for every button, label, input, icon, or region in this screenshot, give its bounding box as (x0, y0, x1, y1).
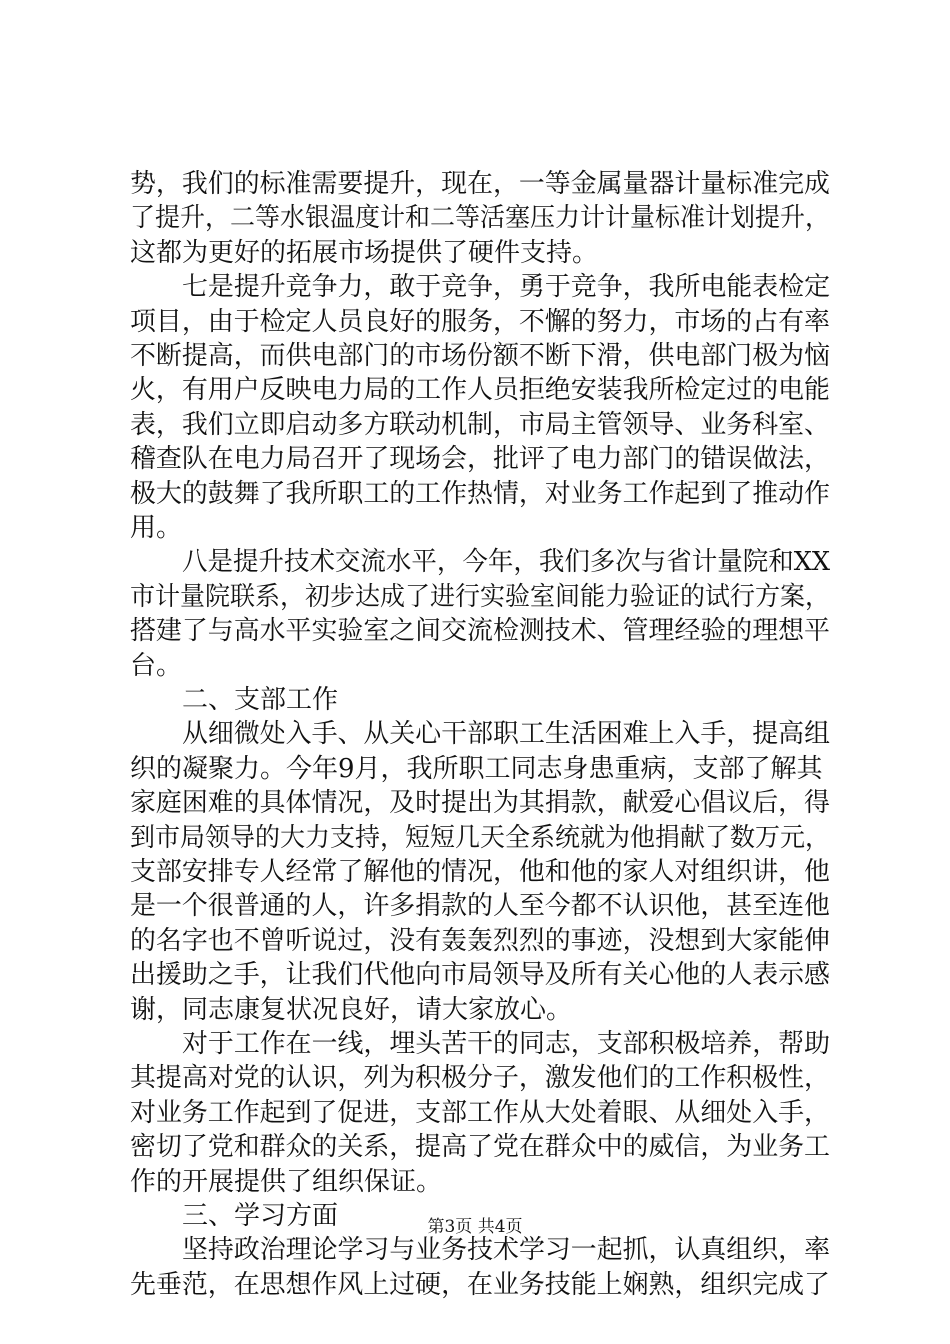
text-line (0, 1164, 950, 1200)
text-line (0, 716, 950, 752)
text-line-content: 坚持政治理论学习与业务技术学习一起抓，认真组织，率 (182, 1235, 831, 1266)
text-line (0, 992, 950, 1028)
text-line (0, 888, 950, 924)
text-line-content: 出援助之手，让我们代他向市局领导及所有关心他的人表示感 (130, 960, 830, 991)
text-line (0, 372, 950, 408)
text-line (0, 1095, 950, 1131)
text-line-content: 的名字也不曾听说过，没有轰轰烈烈的事迹，没想到大家能伸 (130, 925, 830, 956)
text-line (0, 200, 950, 236)
text-line (0, 510, 950, 546)
text-line (0, 923, 950, 959)
text-line-content: 从细微处入手、从关心干部职工生活困难上入手，提高组 (182, 719, 831, 750)
text-line-content: 市计量院联系，初步达成了进行实验室间能力验证的试行方案， (130, 581, 830, 612)
text-line (0, 820, 950, 856)
text-line-content: 不断提高，而供电部门的市场份额不断下滑，供电部门极为恼 (130, 341, 830, 371)
text-line-content: 谢，同志康复状况良好，请大家放心。 (130, 994, 573, 1025)
text-line-content: 三、学习方面 (182, 1201, 339, 1231)
text-line (0, 166, 950, 202)
text-line-content: 密切了党和群众的关系，提高了党在群众中的威信，为业务工 (130, 1132, 830, 1163)
text-line (0, 957, 950, 993)
text-line-content: 火，有用户反映电力局的工作人员拒绝安装我所检定过的电能 (130, 375, 830, 406)
text-line (0, 785, 950, 821)
text-line-content: 先垂范，在思想作风上过硬，在业务技能上娴熟，组织完成了 (130, 1269, 830, 1300)
text-line (0, 476, 950, 512)
text-line-content: 八是提升技术交流水平，今年，我们多次与省计量院和XX (182, 547, 831, 578)
text-line-content: 七是提升竞争力，敢于竞争，勇于竞争，我所电能表检定 (182, 272, 831, 303)
text-line-content: 稽查队在电力局召开了现场会，批评了电力部门的错误做法， (130, 444, 830, 475)
text-line (0, 854, 950, 890)
text-line-content: 表，我们立即启动多方联动机制，市局主管领导、业务科室、 (130, 409, 830, 440)
text-line-content: 其提高对党的认识，列为积极分子，激发他们的工作积极性， (130, 1063, 830, 1094)
text-line-content: 台。 (130, 650, 183, 681)
text-line (0, 648, 950, 684)
text-line (0, 682, 950, 718)
text-line-content: 二、支部工作 (182, 685, 339, 715)
text-line (0, 407, 950, 443)
text-line (0, 338, 950, 374)
text-line (0, 613, 950, 649)
page-footer: 第3页 共4页 (427, 1217, 523, 1237)
text-line-content: 势，我们的标准需要提升，现在，一等金属量器计量标准完成 (130, 169, 830, 199)
text-line-content: 极大的鼓舞了我所职工的工作热情，对业务工作起到了推动作 (130, 478, 830, 509)
text-line (0, 1129, 950, 1165)
text-line-content: 对于工作在一线，埋头苦干的同志，支部积极培养，帮助 (182, 1029, 831, 1059)
text-line-content: 到市局领导的大力支持，短短几天全系统就为他捐献了数万元， (130, 822, 830, 853)
text-line (0, 235, 950, 271)
text-line (0, 1026, 950, 1062)
text-line (0, 544, 950, 580)
text-line-content: 了提升，二等水银温度计和二等活塞压力计计量标准计划提升， (130, 203, 830, 234)
text-line (0, 579, 950, 615)
text-line-content: 这都为更好的拓展市场提供了硬件支持。 (130, 237, 599, 268)
text-line-content: 家庭困难的具体情况，及时提出为其捐款，献爱心倡议后，得 (130, 788, 830, 819)
text-line-content: 用。 (130, 513, 183, 543)
text-line (0, 304, 950, 340)
text-line-content: 对业务工作起到了促进，支部工作从大处着眼、从细处入手， (130, 1097, 830, 1128)
text-line (0, 1267, 950, 1303)
text-line-content: 作的开展提供了组织保证。 (130, 1166, 443, 1197)
text-line-content: 项目，由于检定人员良好的服务，不懈的努力，市场的占有率 (130, 306, 830, 337)
text-line (0, 269, 950, 305)
text-line-content: 支部安排专人经常了解他的情况，他和他的家人对组织讲，他 (130, 857, 830, 887)
text-line-content: 搭建了与高水平实验室之间交流检测技术、管理经验的理想平 (130, 616, 830, 647)
text-line (0, 441, 950, 477)
text-line (0, 751, 950, 787)
text-line-content: 是一个很普通的人，许多捐款的人至今都不认识他，甚至连他 (130, 891, 830, 922)
text-line (0, 1060, 950, 1096)
text-line-content: 织的凝聚力。今年9月，我所职工同志身患重病，支部了解其 (130, 753, 823, 784)
